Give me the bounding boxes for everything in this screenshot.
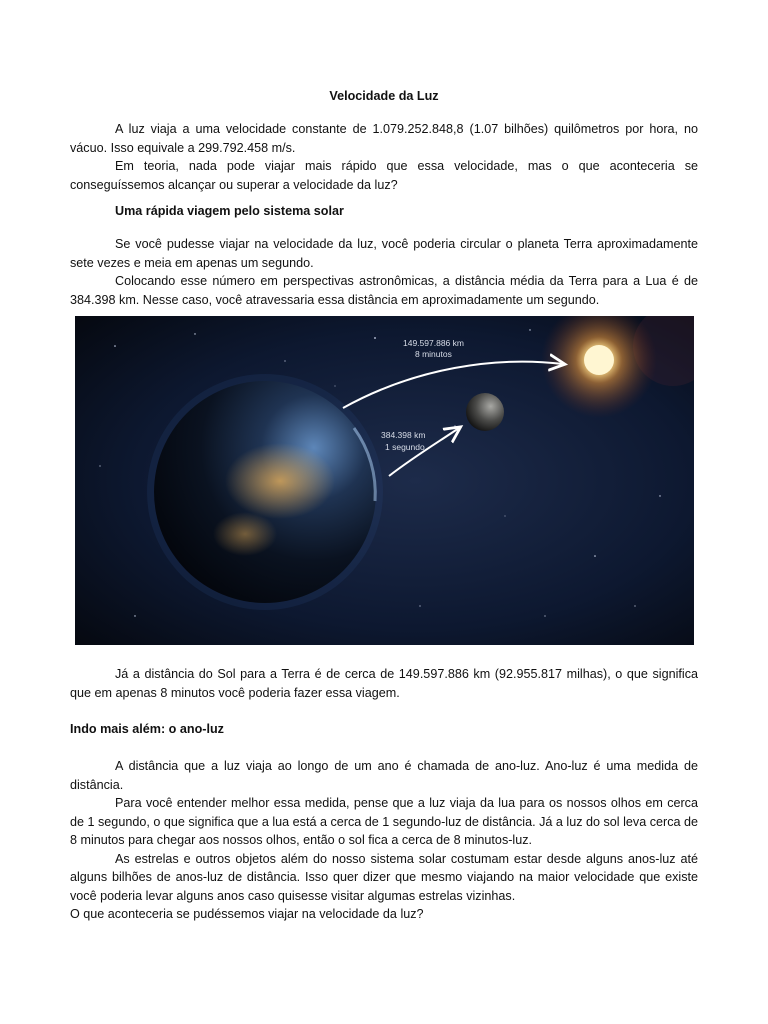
space-illustration — [75, 316, 694, 645]
moon-icon — [466, 393, 504, 431]
moon-time-label: 1 segundo — [385, 442, 425, 452]
intro-paragraph-2: Em teoria, nada pode viajar mais rápido que essa velocidade, mas o que aconteceria se conseguíssemos alcançar ou superar a velocidade da luz? — [70, 159, 698, 192]
section1-paragraph-1: Se você pudesse viajar na velocidade da luz, você poderia circular o planeta Terra aproximadamente sete vezes e meia em apenas um segundo. — [70, 237, 698, 270]
intro-paragraph-1: A luz viaja a uma velocidade constante de 1.079.252.848,8 (1.07 bilhões) quilômetros por hora, no vácuo. Isso equivale a 299.792.458 m/s. — [70, 122, 698, 155]
earth-moon-sun-figure — [75, 316, 694, 645]
after-figure-block — [70, 665, 698, 702]
sun-distance-label: 149.597.886 km — [403, 338, 464, 348]
section2-paragraph-3: As estrelas e outros objetos além do nosso sistema solar costumam estar desde alguns anos-luz até alguns bilhões de anos-luz de distância. Isso quer dizer que mesmo viajando na maior velocidade que existe você poderia levar alguns anos caso quisesse visitar algumas estrelas vizinhas. — [70, 851, 698, 903]
sun-icon — [584, 345, 614, 375]
section2-paragraph-2: Para você entender melhor essa medida, pense que a luz viaja da lua para os nossos olhos em cerca de 1 segundo, o que significa que a lua está a cerca de 1 segundo-luz de distância. Já a luz do sol leva cerca de 8 minutos para chegar aos nossos olhos, então o sol fica a cerca de 8 minutos-luz. — [70, 796, 699, 847]
after-figure-paragraph: Já a distância do Sol para a Terra é de cerca de 149.597.886 km (92.955.817 milhas), o que significa que em apenas 8 minutos você poderia fazer essa viagem. — [70, 667, 698, 700]
section1-heading: Uma rápida viagem pelo sistema solar — [115, 204, 344, 218]
moon-distance-label: 384.398 km — [381, 430, 426, 440]
section2-heading: Indo mais além: o ano-luz — [70, 722, 224, 736]
closing-question: O que aconteceria se pudéssemos viajar na velocidade da luz? — [70, 907, 424, 921]
intro-block — [70, 120, 698, 194]
sun-time-label: 8 minutos — [415, 349, 452, 359]
section1-block — [70, 235, 698, 309]
earth-city-lights — [225, 443, 335, 519]
section1-paragraph-2: Colocando esse número em perspectivas astronômicas, a distância média da Terra para a Lua é de 384.398 km. Nesse caso, você atravessaria essa distância em aproximadamente um segundo. — [70, 274, 698, 307]
document-title: Velocidade da Luz — [329, 89, 439, 103]
earth-city-lights-south — [213, 512, 277, 556]
section2-paragraph-1: A distância que a luz viaja ao longo de um ano é chamada de ano-luz. Ano-luz é uma medida de distância. — [70, 759, 698, 792]
section2-block — [70, 757, 698, 924]
